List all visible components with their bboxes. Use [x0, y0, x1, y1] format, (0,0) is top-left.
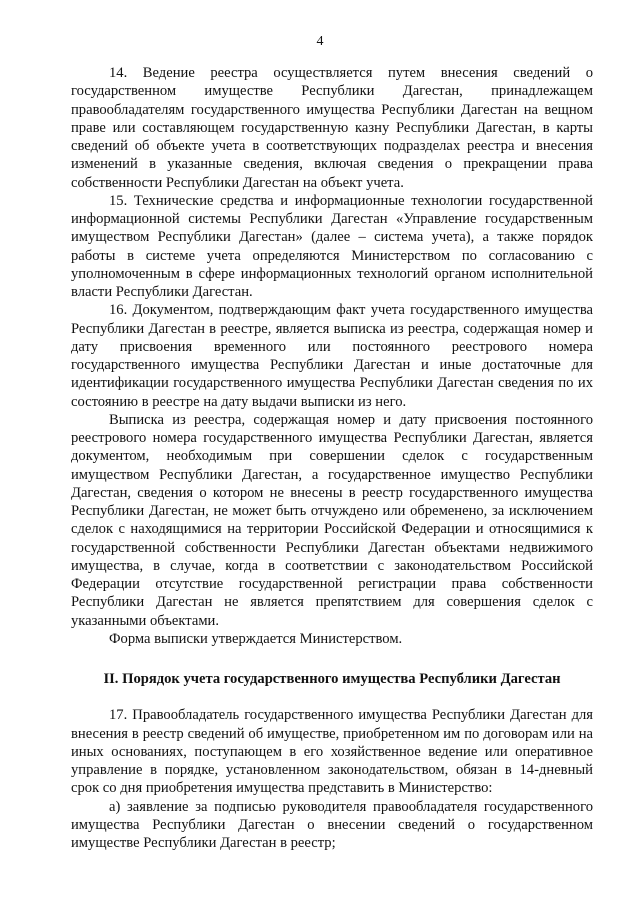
paragraph-15: 15. Технические средства и информационные технологии государственной информационной системы Республики Дагестан «Управление государственным имуществом Республики Дагестан» (далее – система учета), а также порядок работы в системе учета определяются Министерством по согласованию с уполномоченным в сфере информационных технологий органом исполнительной власти Республики Дагестан. [71, 192, 593, 300]
paragraph-17: 17. Правообладатель государственного имущества Республики Дагестан для внесения в реестр сведений об имуществе, приобретенном им по договорам или на иных основаниях, поступающем в его хозяйственное ведение или оперативное управление в порядке, установленном законодательством, обязан в 14-дневный срок со дня приобретения имущества представить в Министерство: [71, 707, 593, 797]
page-number: 4 [316, 34, 324, 49]
document-body [71, 64, 593, 852]
paragraph-16-extract: Выписка из реестра, содержащая номер и дату присвоения постоянного реестрового номера государственного имущества Республики Дагестан, является документом, необходимым при совершении сделок с государственным имуществом Республики Дагестан, а государственное имущество Республики Дагестан, сведения о котором не внесены в реестр государственного имущества Республики Дагестан, не может быть отчуждено или обременено, за исключением сделок с находящимися на территории Российской Федерации и относящимися к государственной собственности Республики Дагестан объектами недвижимого имущества, в случае, когда в соответствии с законодательством Российской Федерации отсутствие государственной регистрации права собственности Республики Дагестан не является препятствием для совершения сделок с указанными объектами. [71, 411, 593, 629]
paragraph-17-a: а) заявление за подписью руководителя правообладателя государственного имущества Республики Дагестан о внесении сведений о государственном имуществе Республики Дагестан в реестр; [71, 798, 593, 851]
paragraph-14: 14. Ведение реестра осуществляется путем внесения сведений о государственном имуществе Республики Дагестан, принадлежащем правообладателям государственного имущества Республики Дагестан на вещном праве или составляющем государственную казну Республики Дагестан, в карты сведений об объекте учета в соответствующих подразделах реестра и внесения изменений в указанные сведения, включая сведения о прекращении права собственности Республики Дагестан на объект учета. [71, 65, 593, 191]
paragraph-16: 16. Документом, подтверждающим факт учета государственного имущества Республики Дагестан в реестре, является выписка из реестра, содержащая номер и дату присвоения временного или постоянного реестрового номера государственного имущества Республики Дагестан и иные достаточные для идентификации государственного имущества Республики Дагестан сведения по их состоянию в реестре на дату выдачи выписки из него. [71, 302, 593, 410]
paragraph-16-form: Форма выписки утверждается Министерством. [109, 630, 403, 647]
section-heading: II. Порядок учета государственного имущества Республики Дагестан [103, 671, 561, 687]
